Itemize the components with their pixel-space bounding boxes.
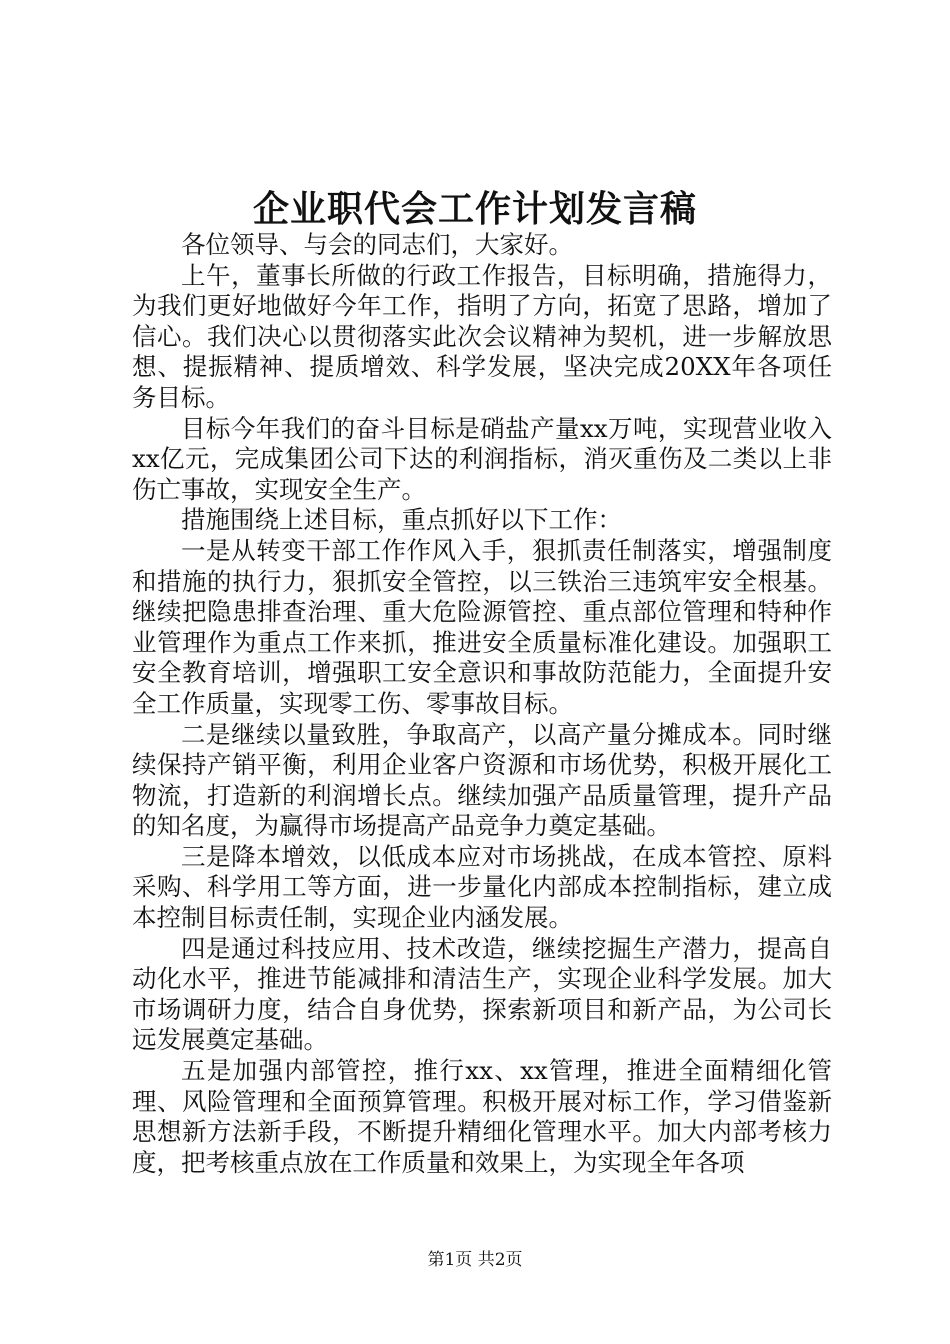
page-footer: 第1页 共2页 [427, 1250, 523, 1270]
paragraph-measure-3: 三是降本增效，以低成本应对市场挑战，在成本管控、原料采购、科学用工等方面，进一步量化内部成本控制指标，建立成本控制目标责任制，实现企业内涵发展。 [132, 841, 832, 933]
paragraph-measure-1: 一是从转变干部工作作风入手，狠抓责任制落实，增强制度和措施的执行力，狠抓安全管控，以三铁治三违筑牢安全根基。继续把隐患排查治理、重大危险源管控、重点部位管理和特种作业管理作为重点工作来抓，推进安全质量标准化建设。加强职工安全教育培训，增强职工安全意识和事故防范能力，全面提升安全工作质量，实现零工伤、零事故目标。 [132, 535, 832, 718]
paragraph-measure-4: 四是通过科技应用、技术改造，继续挖掘生产潜力，提高自动化水平，推进节能减排和清洁生产，实现企业科学发展。加大市场调研力度，结合自身优势，探索新项目和新产品，为公司长远发展奠定基础。 [132, 933, 832, 1055]
paragraph-goals: 目标今年我们的奋斗目标是硝盐产量xx万吨，实现营业收入xx亿元，完成集团公司下达的利润指标，消灭重伤及二类以上非伤亡事故，实现安全生产。 [132, 413, 832, 504]
paragraph-measure-2: 二是继续以量致胜，争取高产，以高产量分摊成本。同时继续保持产销平衡，利用企业客户资源和市场优势，积极开展化工物流，打造新的利润增长点。继续加强产品质量管理，提升产品的知名度，为赢得市场提高产品竞争力奠定基础。 [132, 719, 832, 841]
document-title: 企业职代会工作计划发言稿 [252, 188, 697, 230]
document-body [132, 230, 832, 1178]
paragraph-greeting: 各位领导、与会的同志们，大家好。 [181, 230, 573, 259]
paragraph-measure-5: 五是加强内部管控，推行xx、xx管理，推进全面精细化管理、风险管理和全面预算管理。积极开展对标工作，学习借鉴新思想新方法新手段，不断提升精细化管理水平。加大内部考核力度，把考核重点放在工作质量和效果上，为实现全年各项 [132, 1056, 832, 1177]
paragraph-measures: 措施围绕上述目标，重点抓好以下工作： [181, 505, 622, 535]
paragraph-intro: 上午，董事长所做的行政工作报告，目标明确，措施得力，为我们更好地做好今年工作，指明了方向，拓宽了思路，增加了信心。我们决心以贯彻落实此次会议精神为契机，进一步解放思想、提振精神、提质增效、科学发展，坚决完成20XX年各项任务目标。 [132, 260, 832, 412]
